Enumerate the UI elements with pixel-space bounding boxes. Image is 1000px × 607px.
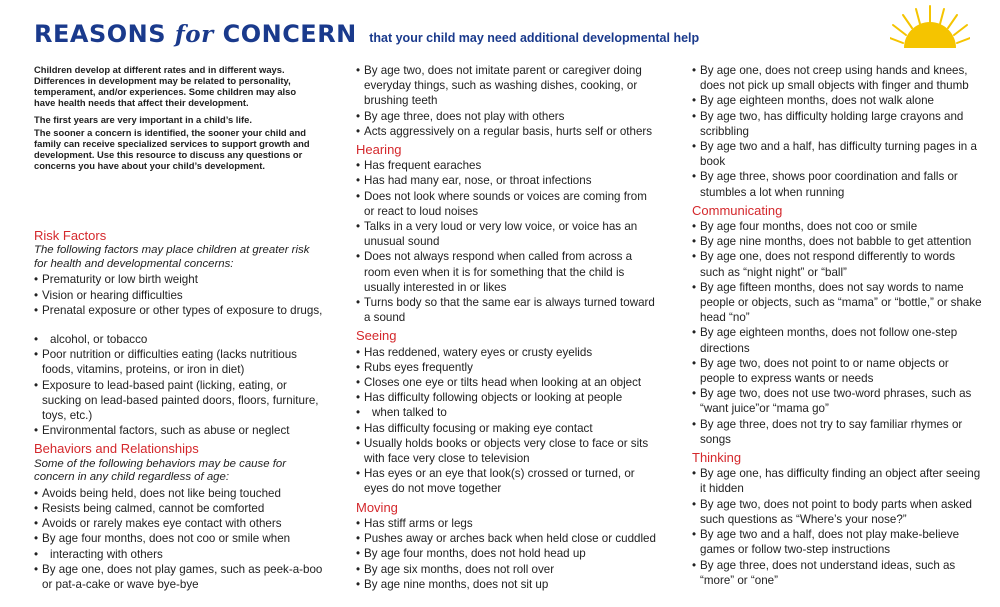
list-item-continuation: • interacting with others — [34, 547, 324, 562]
intro-paragraph: Children develop at different rates and in different ways. Differences in development may be related to personality, temperament, and/or experiences. Some children may also have health needs that affect their development. — [34, 64, 297, 108]
list-item: • By age four months, does not coo or smile when — [34, 531, 324, 546]
list-item: • Environmental factors, such as abuse or neglect — [34, 423, 324, 438]
risk-list — [34, 272, 324, 438]
section-title: Behaviors and Relationships — [34, 441, 199, 457]
list-item: • Vision or hearing difficulties — [34, 288, 324, 303]
list-item: • By age two, does not use two-word phrases, such as “want juice”or “mama go” — [692, 386, 982, 416]
list-item: • Prenatal exposure or other types of exposure to drugs, — [34, 303, 324, 318]
risk-factors-section — [34, 228, 324, 592]
thinking-list — [692, 466, 982, 588]
list-item: • Turns body so that the same ear is always turned toward a sound — [356, 295, 656, 325]
list-item: • Does not always respond when called from across a room even when it is for something that the child is usually interested in or likes — [356, 249, 656, 295]
moving-list — [356, 516, 656, 592]
list-item: • By age eighteen months, does not follow one-step directions — [692, 325, 982, 355]
list-item: • By age four months, does not hold head up — [356, 546, 656, 561]
list-item: • By age three, does not try to say familiar rhymes or songs — [692, 417, 982, 447]
list-item: • Has had many ear, nose, or throat infections — [356, 173, 656, 188]
list-item: • By age two, does not imitate parent or caregiver doing everyday things, such as washing dishes, cooking, or brushing teeth — [356, 63, 656, 109]
list-item: • Usually holds books or objects very close to face or sits with face very close to television — [356, 436, 656, 466]
section-title: Hearing — [356, 142, 402, 158]
intro-paragraph: The sooner a concern is identified, the sooner your child and family can receive specialized services to support growth and development. Use this resource to discuss any questions or concerns you have about your child’s development. — [34, 127, 310, 171]
list-item: • Has eyes or an eye that look(s) crossed or turned, or eyes do not move together — [356, 466, 656, 496]
page-header — [34, 20, 699, 52]
list-item: • Avoids being held, does not like being touched — [34, 486, 324, 501]
hearing-list — [356, 158, 656, 325]
list-item: • Does not look where sounds or voices are coming from or react to loud noises — [356, 189, 656, 219]
list-item: • By age one, does not respond differently to words such as “night night” or “ball” — [692, 249, 982, 279]
intro-text — [34, 64, 319, 177]
list-item: • Has difficulty following objects or looking at people — [356, 390, 656, 405]
list-item: • By age fifteen months, does not say words to name people or objects, such as “mama” or “bottle,” or shake head “no” — [692, 280, 982, 326]
section-description: The following factors may place children at greater risk for health and developmental concerns: — [34, 244, 310, 270]
seeing-list — [356, 345, 656, 497]
list-item: • Talks in a very loud or very low voice, or voice has an unusual sound — [356, 219, 656, 249]
moving-list-continued — [692, 63, 982, 200]
list-item: • By age three, does not understand ideas, such as “more” or “one” — [692, 558, 982, 588]
list-item: • Resists being calmed, cannot be comforted — [34, 501, 324, 516]
list-item: • By age two, does not point to or name objects or people to express wants or needs — [692, 356, 982, 386]
behaviors-list-continued — [356, 63, 656, 139]
list-item: • By age two, does not point to body parts when asked such questions as “Where’s your nose?” — [692, 497, 982, 527]
section-title: Thinking — [692, 450, 742, 466]
list-item: • Has stiff arms or legs — [356, 516, 656, 531]
list-item: • By age two and a half, has difficulty turning pages in a book — [692, 139, 982, 169]
list-item: • By age nine months, does not sit up — [356, 577, 656, 592]
list-item: • Exposure to lead-based paint (licking, eating, or sucking on lead-based painted doors, floors, furniture, toys, etc.) — [34, 378, 324, 424]
list-item: • Has difficulty focusing or making eye contact — [356, 421, 656, 436]
page-subtitle: that your child may need additional developmental help — [369, 31, 700, 45]
list-item-continuation: • alcohol, or tobacco — [34, 332, 324, 347]
list-item: • By age four months, does not coo or smile — [692, 219, 982, 234]
list-item: • By age six months, does not roll over — [356, 562, 656, 577]
list-item: • Has reddened, watery eyes or crusty eyelids — [356, 345, 656, 360]
section-title: Communicating — [692, 202, 783, 218]
section-description: Some of the following behaviors may be cause for concern in any child regardless of age: — [34, 457, 286, 484]
list-item: • Avoids or rarely makes eye contact with others — [34, 516, 324, 531]
column-2 — [356, 63, 656, 592]
list-item: • By age one, has difficulty finding an object after seeing it hidden — [692, 466, 982, 496]
behaviors-list — [34, 486, 324, 592]
list-item: • Prematurity or low birth weight — [34, 272, 324, 287]
list-item: • By age three, does not play with others — [356, 109, 656, 124]
list-item: • Rubs eyes frequently — [356, 360, 656, 375]
list-item: • By age two and a half, does not play make-believe games or follow two-step instructions — [692, 527, 982, 557]
section-title: Seeing — [356, 328, 397, 344]
list-item: • Poor nutrition or difficulties eating (lacks nutritious foods, vitamins, proteins, or iron in diet) — [34, 347, 324, 377]
list-item: • Has frequent earaches — [356, 158, 656, 173]
list-item: • Acts aggressively on a regular basis, hurts self or others — [356, 124, 656, 139]
list-item: • By age two, has difficulty holding large crayons and scribbling — [692, 109, 982, 139]
list-item: • Closes one eye or tilts head when looking at an object — [356, 375, 656, 390]
section-title: Moving — [356, 499, 398, 515]
list-item: • By age one, does not creep using hands and knees, does not pick up small objects with finger and thumb — [692, 63, 982, 93]
intro-paragraph: The first years are very important in a child’s life. — [34, 114, 252, 125]
communicating-list — [692, 219, 982, 447]
section-title: Risk Factors — [34, 228, 107, 243]
sun-icon — [890, 4, 970, 50]
list-item: • By age nine months, does not babble to get attention — [692, 234, 982, 249]
page-title: REASONS for CONCERN — [34, 20, 357, 48]
list-item-continuation: • when talked to — [356, 405, 656, 420]
list-item: • By age three, shows poor coordination and falls or stumbles a lot when running — [692, 169, 982, 199]
list-item: • By age eighteen months, does not walk alone — [692, 93, 982, 108]
column-3 — [692, 63, 982, 588]
list-item: • Pushes away or arches back when held close or cuddled — [356, 531, 656, 546]
list-item: • By age one, does not play games, such as peek-a-boo or pat-a-cake or wave bye-bye — [34, 562, 324, 592]
